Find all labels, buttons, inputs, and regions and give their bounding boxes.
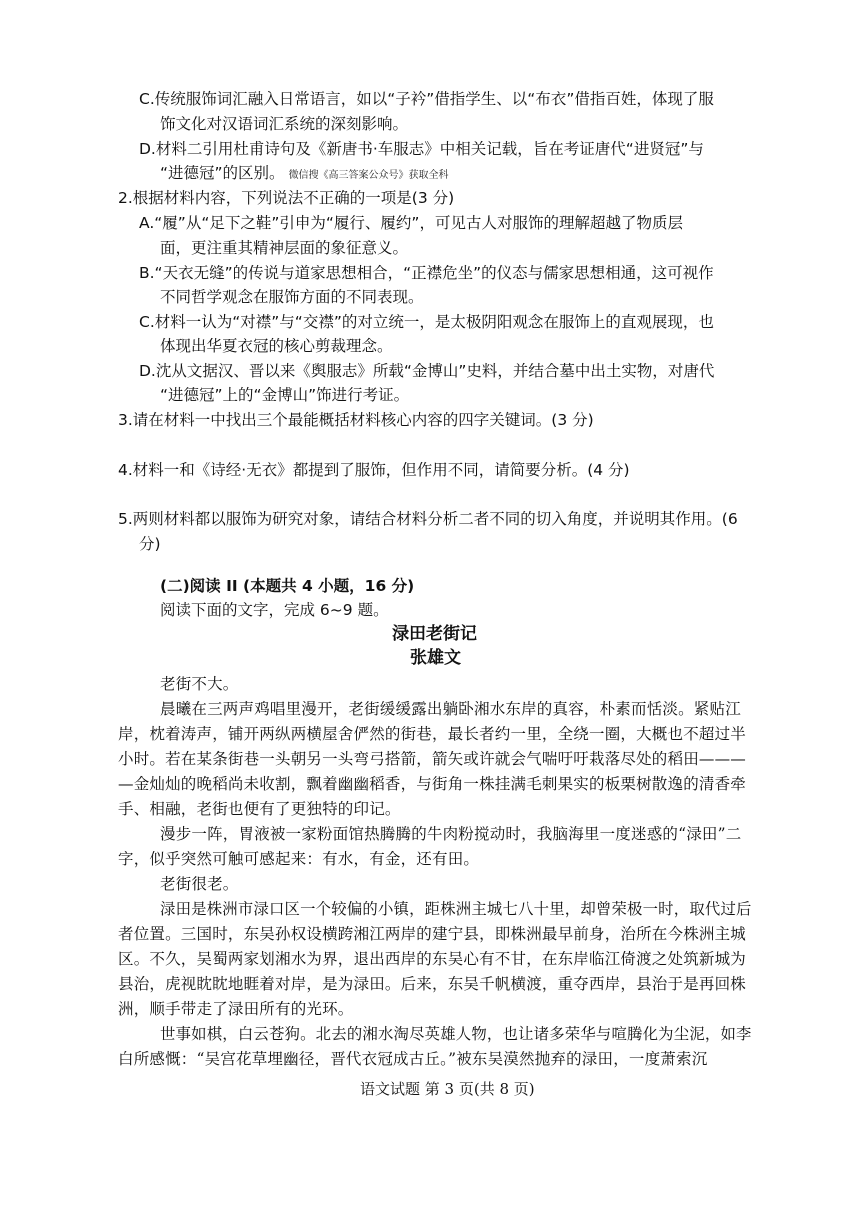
article-p3-line2: 字，似乎突然可触可感起来：有水，有金，还有田。: [118, 850, 480, 868]
q2-option-c-line1: C.材料一认为“对襟”与“交襟”的对立统一，是太极阴阳观念在服饰上的直观展现，也: [139, 313, 714, 331]
option-c-prev-line2: 饰文化对汉语词汇系统的深刻影响。: [160, 115, 409, 133]
article-p5-line2: 者位置。三国时，东吴孙权设横跨湘江两岸的建宁县，即株洲最早前身，治所在今株洲主城: [118, 925, 747, 943]
question-4: 4.材料一和《诗经·无衣》都提到了服饰，但作用不同，请简要分析。(4 分): [118, 461, 630, 479]
question-5-line1: 5.两则材料都以服饰为研究对象，请结合材料分析二者不同的切入角度，并说明其作用。(6: [118, 510, 738, 528]
small-watermark-text: 微信搜《高三答案公众号》获取全科: [288, 170, 449, 181]
article-p6-line2: 白所感慨：“吴宫花草埋幽径，晋代衣冠成古丘。”被东吴漠然抛弃的渌田，一度萧索沉: [118, 1050, 708, 1068]
q2-option-b-line2: 不同哲学观念在服饰方面的不同表现。: [160, 288, 424, 306]
q2-option-c-line2: 体现出华夏衣冠的核心剪裁理念。: [160, 337, 393, 355]
section-instruction: 阅读下面的文字，完成 6~9 题。: [160, 601, 389, 619]
article-p5-line5: 洲，顺手带走了渌田所有的光环。: [118, 1000, 354, 1018]
q2-option-d-line2: “进德冠”上的“金博山”饰进行考证。: [160, 386, 410, 404]
question-3: 3.请在材料一中找出三个最能概括材料核心内容的四字关键词。(3 分): [118, 411, 594, 429]
article-p2-line3: 小时。若在某条街巷一头朝另一头弯弓搭箭，箭矢或许就会气喘吁吁栽落尽处的稻田———: [118, 750, 747, 768]
option-c-prev-line1: C.传统服饰词汇融入日常语言，如以“子衿”借指学生、以“布衣”借指百姓，体现了服: [139, 90, 714, 108]
article-p2-line1: 晨曦在三两声鸡唱里漫开，老街缓缓露出躺卧湘水东岸的真容，朴素而恬淡。紧贴江: [160, 700, 741, 718]
q2-option-a-line2: 面，更注重其精神层面的象征意义。: [160, 239, 409, 257]
article-title: 渌田老街记: [392, 624, 477, 644]
section-heading: (二)阅读 II (本题共 4 小题，16 分): [160, 577, 415, 595]
q2-option-b-line1: B.“天衣无缝”的传说与道家思想相合，“正襟危坐”的仪态与儒家思想相通，这可视作: [139, 264, 714, 282]
article-paragraph-4: 老街很老。: [160, 875, 239, 893]
article-p5-line1: 渌田是株洲市渌口区一个较偏的小镇，距株洲主城七八十里，却曾荣极一时，取代过后: [160, 900, 752, 918]
article-p2-line4: —金灿灿的晚稻尚未收割，飘着幽幽稻香，与街角一株挂满毛刺果实的板栗树散逸的清香牵: [118, 775, 747, 793]
q2-option-a-line1: A.“履”从“足下之鞋”引申为“履行、履约”，可见古人对服饰的理解超越了物质层: [139, 214, 683, 232]
q2-option-d-line1: D.沈从文据汉、晋以来《舆服志》所载“金博山”史料，并结合墓中出土实物，对唐代: [139, 362, 715, 380]
article-p2-line5: 手、相融，老街也便有了更独特的印记。: [118, 800, 401, 818]
article-p5-line4: 县治，虎视眈眈地睚着对岸，是为渌田。后来，东吴千帆横渡，重夺西岸，县治于是再回株: [118, 975, 747, 993]
option-d-prev-text: “进德冠”的区别。: [160, 164, 285, 182]
question-2-stem: 2.根据材料内容，下列说法不正确的一项是(3 分): [118, 189, 455, 207]
article-p5-line3: 区。不久，吴蜀两家划湘水为界，退出西岸的东吴心有不甘，在东岸临江倚渡之处筑新城为: [118, 950, 747, 968]
question-5-line2: 分): [139, 535, 161, 553]
article-author: 张雄文: [410, 648, 461, 668]
article-paragraph-1: 老街不大。: [160, 675, 239, 693]
article-p3-line1: 漫步一阵，胃液被一家粉面馆热腾腾的牛肉粉搅动时，我脑海里一度迷惑的“渌田”二: [160, 825, 742, 843]
article-p2-line2: 岸，枕着涛声，铺开两纵两横屋舍俨然的街巷，最长者约一里，全绕一圈，大概也不超过半: [118, 725, 747, 743]
page-footer: 语文试题 第 3 页(共 8 页): [360, 1080, 535, 1098]
option-d-prev-line1: D.材料二引用杜甫诗句及《新唐书·车服志》中相关记载，旨在考证唐代“进贤冠”与: [139, 140, 704, 158]
option-d-prev-line2: [160, 162, 449, 187]
article-p6-line1: 世事如棋，白云苍狗。北去的湘水淘尽英雄人物，也让诸多荣华与喧腾化为尘泥，如李: [160, 1025, 752, 1043]
